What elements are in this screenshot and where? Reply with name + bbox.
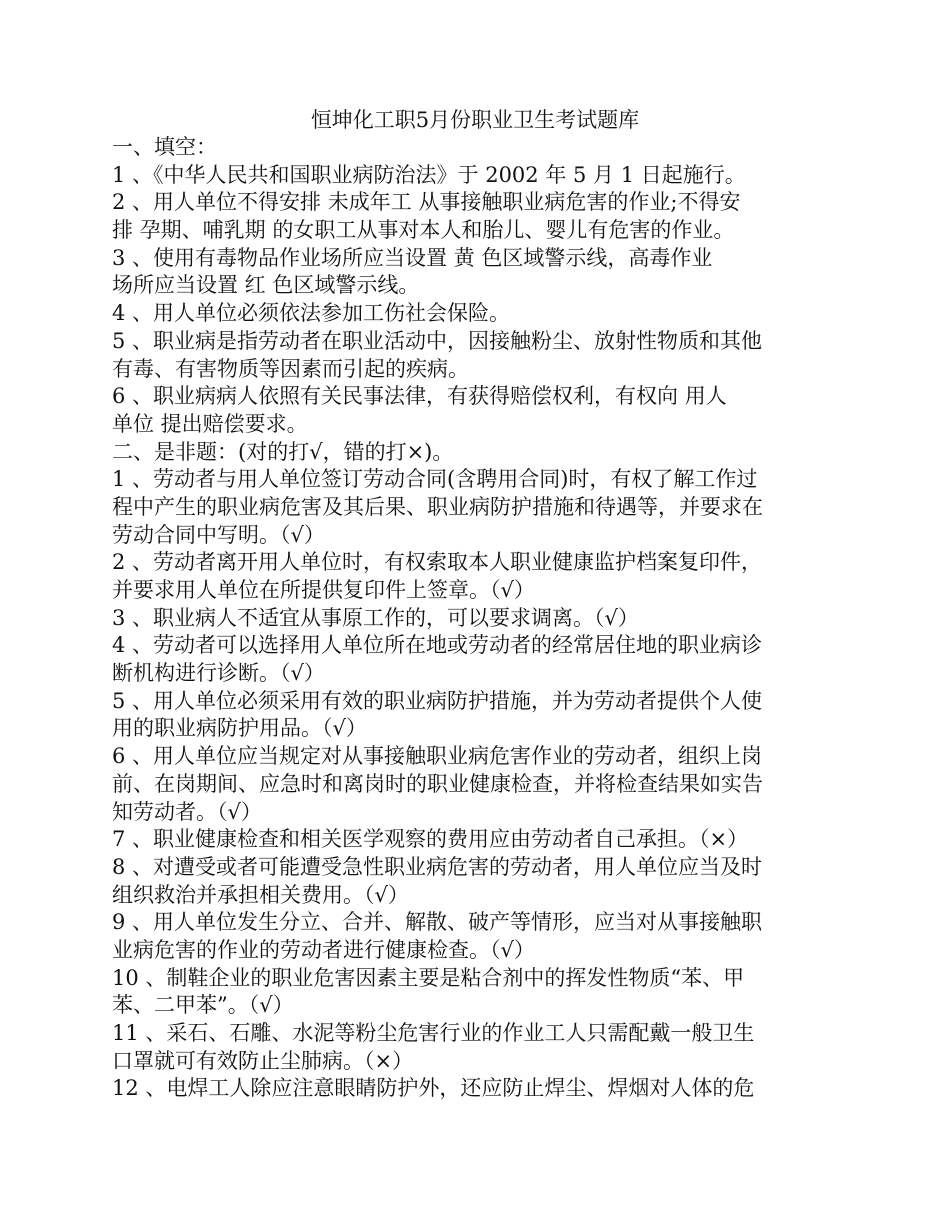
text-line: 排 孕期、哺乳期 的女职工从事对本人和胎儿、婴儿有危害的作业。	[112, 218, 735, 243]
text-line: 知劳动者。（√）	[112, 799, 262, 824]
text-line: 5 、职业病是指劳动者在职业活动中，因接触粉尘、放射性物质和其他	[112, 328, 763, 353]
text-line: 苯、二甲苯”。（√）	[112, 993, 294, 1018]
text-line: 8 、对遭受或者可能遭受急性职业病危害的劳动者，用人单位应当及时	[112, 854, 763, 879]
text-line: 3 、使用有毒物品作业场所应当设置 黄 色区域警示线，高毒作业	[112, 245, 713, 270]
text-line: 3 、职业病人不适宜从事原工作的，可以要求调离。（√）	[112, 605, 639, 630]
text-line: 1 、《中华人民共和国职业病防治法》于 2002 年 5 月 1 日起施行。	[112, 162, 746, 187]
text-line: 业病危害的作业的劳动者进行健康检查。（√）	[112, 937, 535, 962]
text-line: 7 、职业健康检查和相关医学观察的费用应由劳动者自己承担。（×）	[112, 827, 749, 852]
text-line: 单位 提出赔偿要求。	[112, 411, 308, 436]
text-line: 劳动合同中写明。（√）	[112, 522, 325, 547]
text-line: 组织救治并承担相关费用。（√）	[112, 882, 409, 907]
text-line: 6 、用人单位应当规定对从事接触职业病危害作业的劳动者，组织上岗	[112, 744, 763, 769]
text-line: 4 、用人单位必须依法参加工伤社会保险。	[112, 301, 511, 326]
text-line: 6 、职业病病人依照有关民事法律，有获得赔偿权利，有权向 用人	[112, 384, 727, 409]
text-line: 12 、电焊工人除应注意眼睛防护外，还应防止焊尘、焊烟对人体的危	[112, 1076, 755, 1101]
text-line: 1 、劳动者与用人单位签订劳动合同(含聘用合同)时，有权了解工作过	[112, 467, 758, 492]
text-line: 场所应当设置 红 色区域警示线。	[112, 273, 420, 298]
text-line: 并要求用人单位在所提供复印件上签章。（√）	[112, 578, 535, 602]
section-heading: 一、填空：	[112, 135, 217, 159]
text-line: 5 、用人单位必须采用有效的职业病防护措施，并为劳动者提供个人使	[112, 688, 763, 713]
section-heading: 二、是非题：(对的打√，错的打×)。	[112, 439, 454, 464]
text-line: 10 、制鞋企业的职业危害因素主要是粘合剂中的挥发性物质“苯、甲	[112, 965, 745, 990]
text-line: 断机构进行诊断。（√）	[112, 661, 325, 686]
text-line: 4 、劳动者可以选择用人单位所在地或劳动者的经常居住地的职业病诊	[112, 633, 763, 658]
text-line: 2 、用人单位不得安排 未成年工 从事接触职业病危害的作业;不得安	[112, 190, 741, 215]
text-line: 11 、采石、石雕、水泥等粉尘危害行业的作业工人只需配戴一般卫生	[112, 1021, 755, 1045]
document-body	[112, 134, 857, 1103]
text-line: 程中产生的职业病危害及其后果、职业病防护措施和待遇等，并要求在	[112, 494, 763, 519]
document-title: 恒坤化工职5月份职业卫生考试题库	[310, 108, 640, 132]
text-line: 9 、用人单位发生分立、合并、解散、破产等情形，应当对从事接触职	[112, 910, 763, 935]
text-line: 2 、劳动者离开用人单位时，有权索取本人职业健康监护档案复印件，	[112, 550, 763, 575]
text-line: 口罩就可有效防止尘肺病。（×）	[112, 1048, 414, 1073]
text-line: 用的职业病防护用品。（√）	[112, 716, 367, 741]
text-line: 有毒、有害物质等因素而引起的疾病。	[112, 356, 469, 381]
text-line: 前、在岗期间、应急时和离岗时的职业健康检查，并将检查结果如实告	[112, 771, 763, 796]
